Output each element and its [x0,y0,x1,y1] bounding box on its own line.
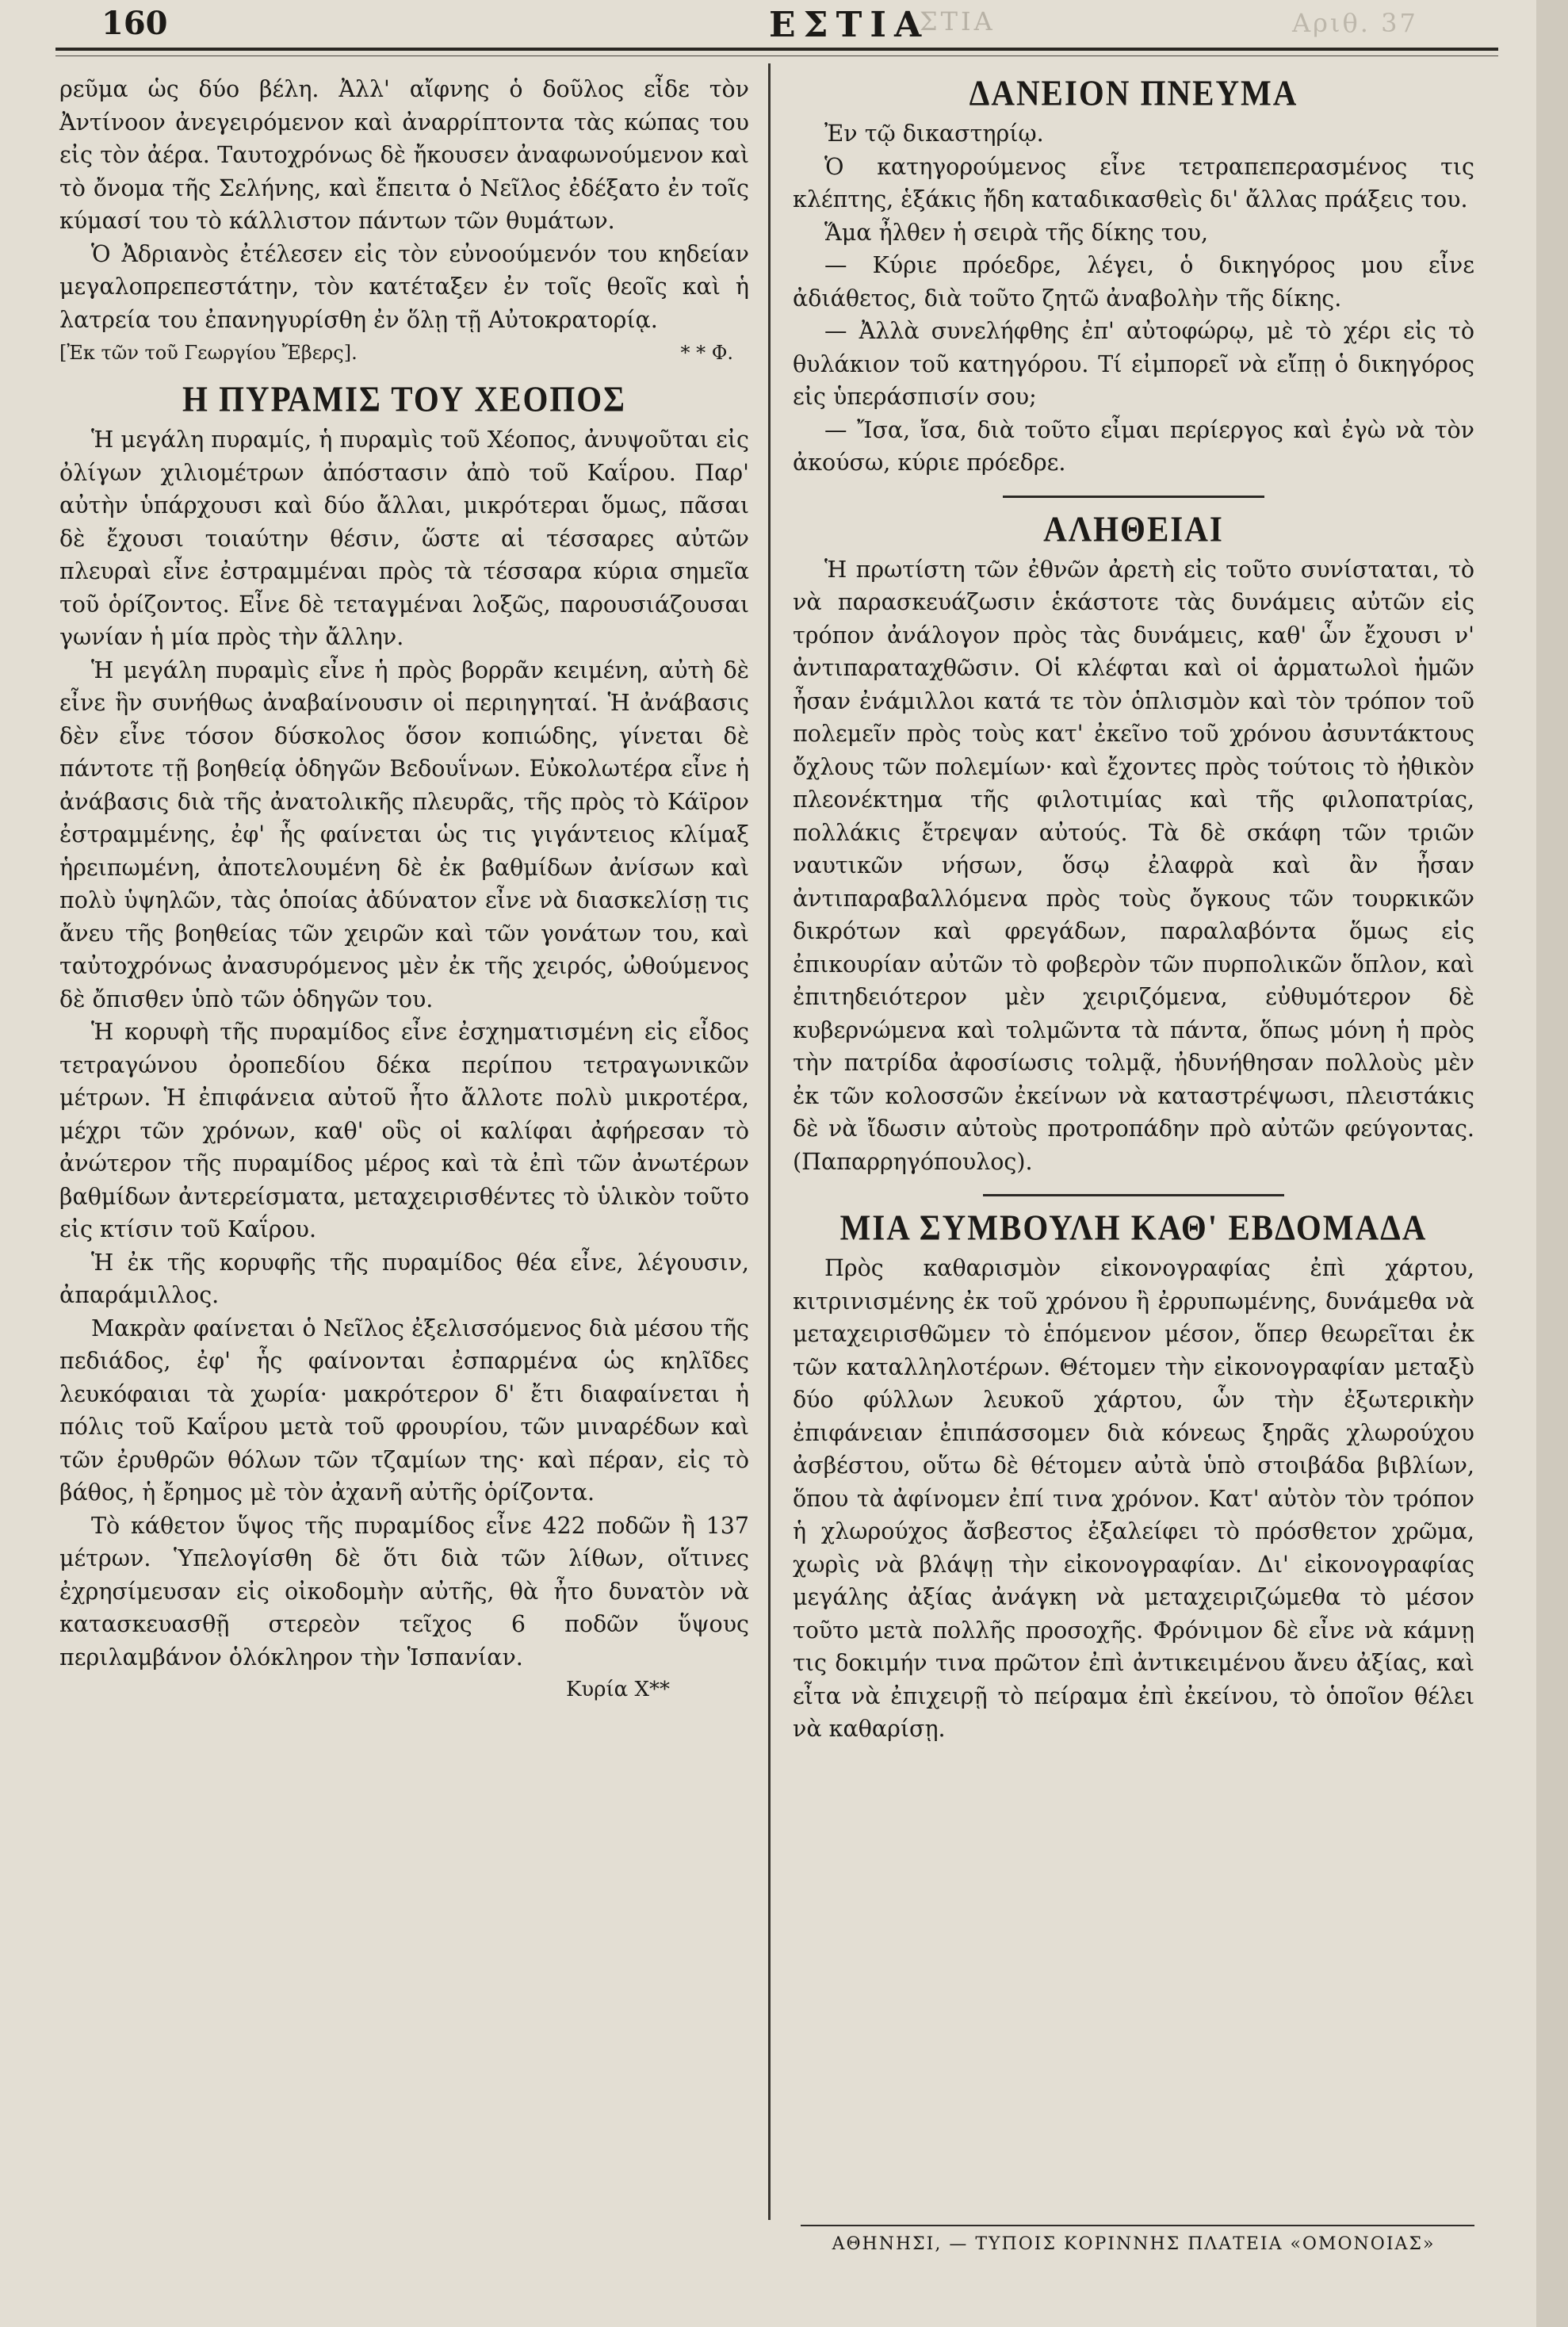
imprint-rule [801,2225,1474,2226]
intro-paragraph: ρεῦμα ὡς δύο βέλη. Ἀλλ' αἴφνης ὁ δοῦλος εἶδε τὸν Ἀντίνοον ἀνεγειρόμενον καὶ ἀναρρίπτοντα τὰς κώπας του εἰς τὸν ἀέρα. Ταυτοχρόνως δὲ ἤκουσεν ἀναφωνούμενον καὶ τὸ ὄνομα τῆς Σελήνης, καὶ ἔπειτα ὁ Νεῖλος ἐδέξατο ἐν τοῖς κύμασί του τὸ κάλλιστον πάντων τῶν θυμάτων. [59,76,749,234]
show-through-text-left: ΣΤΙΑ [920,6,996,36]
article-paragraph: Ἡ κορυφὴ τῆς πυραμίδος εἶνε ἐσχηματισμένη εἰς εἶδος τετραγώνου ὀροπεδίου δέκα περίπου τετραγωνικῶν μέτρων. Ἡ ἐπιφάνεια αὐτοῦ ἦτο ἄλλοτε πολὺ μικροτέρα, μέχρι τῶν χρόνων, καθ' οὓς οἱ καλίφαι ἀφήρεσαν τὸ ἀνώτερον τῆς πυραμίδος μέρος καὶ τὰ ἐπὶ τῶν ἀνωτέρων βαθμίδων ἀντερείσματα, μεταχειρισθέντες τὸ ὑλικὸν τοῦτο εἰς κτίσιν τοῦ Καΐρου. [59,1019,749,1242]
header-rule-thin [55,55,1498,56]
page-gutter-shadow [1536,0,1568,2327]
printer-imprint: ΑΘΗΝΗΣΙ, — ΤΥΠΟΙΣ ΚΟΡΙΝΝΗΣ ΠΛΑΤΕΙΑ «ΟΜΟΝΟΙΑΣ» [832,2234,1436,2254]
section-title-aletheiai: ΑΛΗΘΕΙΑΙ [1043,508,1224,549]
header-rule [55,48,1498,51]
section-paragraph: Πρὸς καθαρισμὸν εἰκονογραφίας ἐπὶ χάρτου, κιτρινισμένης ἐκ τοῦ χρόνου ἢ ἐρρυπωμένης, δυνάμεθα νὰ μεταχειρισθῶμεν τὸ ἑπόμενον μέσον, ὅπερ θεωρεῖται ἐκ τῶν καταλληλοτέρων. Θέτομεν τὴν εἰκονογραφίαν μεταξὺ δύο φύλλων λευκοῦ χάρτου, ὧν τὴν ἐξωτερικὴν ἐπιφάνειαν ἐπιπάσσομεν διὰ κόνεως ξηρᾶς χλωρούχου ἀσβέστου, οὕτω δὲ θέτομεν αὐτὰ ὑπὸ στοιβάδα βιβλίων, ὅπου τὰ ἀφίνομεν ἐπί τινα χρόνον. Κατ' αὐτὸν τὸν τρόπον ἡ χλωρούχος ἄσβεστος ἐξαλείφει τὸ πρόσθετον χρῶμα, χωρὶς νὰ βλάψῃ τὴν εἰκονογραφίαν. Δι' εἰκονογραφίας μεγάλης ἀξίας ἀνάγκη νὰ μεταχειριζώμεθα τὸ μέσον τοῦτο μετὰ πολλῆς προσοχῆς. Φρόνιμον δὲ εἶνε νὰ κάμνῃ τις δοκιμήν τινα πρῶτον ἐπὶ ἀντικειμένου ἄνευ ἀξίας, καὶ εἶτα νὰ ἐπιχειρῇ τὸ πείραμα ἐπὶ ἐκείνου, τὸ ὁποῖον θέλει νὰ καθαρίσῃ. [793,1255,1474,1742]
masthead-title: ΕΣΤΙΑ [769,5,930,45]
section-paragraph: Ὁ κατηγορούμενος εἶνε τετραπεπερασμένος τις κλέπτης, ἑξάκις ἤδη καταδικασθεὶς δι' ἄλλας πράξεις του. [793,153,1474,212]
article-paragraph: Τὸ κάθετον ὕψος τῆς πυραμίδος εἶνε 422 ποδῶν ἢ 137 μέτρων. Ὑπελογίσθη δὲ ὅτι διὰ τῶν λίθων, οἵτινες ἐχρησίμευσαν εἰς οἰκοδομὴν αὐτῆς, θὰ ἦτο δυνατὸν νὰ κατασκευασθῇ στερεὸν τεῖχος 6 ποδῶν ὕψους περιλαμβάνον ὁλόκληρον τὴν Ἱσπανίαν. [59,1512,749,1671]
column-divider [768,63,771,2220]
show-through-text-right: Αριθ. 37 [1292,8,1418,38]
article-title-pyramid: Η ΠΥΡΑΜΙΣ ΤΟΥ ΧΕΟΠΟΣ [182,378,626,419]
source-line [59,338,749,368]
section-paragraph: — Ἀλλὰ συνελήφθης ἐπ' αὐτοφώρῳ, μὲ τὸ χέρι εἰς τὸ θυλάκιον τοῦ κατηγόρου. Τί εἰμπορεῖ νὰ εἴπῃ ὁ δικηγόρος εἰς ὑπεράσπισίν σου; [793,318,1474,410]
section-title-daneion: ΔΑΝΕΙΟΝ ΠΝΕΥΜΑ [969,72,1298,113]
section-separator [1003,496,1264,498]
section-separator [983,1194,1284,1196]
section-paragraph: Ἡ πρωτίστη τῶν ἐθνῶν ἀρετὴ εἰς τοῦτο συνίσταται, τὸ νὰ παρασκευάζωσιν ἑκάστοτε τὰς δυνάμεις αὐτῶν εἰς τρόπον ἀνάλογον πρὸς τὰς δυνάμεις, καθ' ὧν ἔχουσι ν' ἀντιπαραταχθῶσιν. Οἱ κλέφται καὶ οἱ ἁρματωλοὶ ἡμῶν ἦσαν ἐνάμιλλοι κατά τε τὸν ὁπλισμὸν καὶ τὸν τρόπον τοῦ πολεμεῖν πρὸς τοὺς κατ' ἐκεῖνο τοῦ χρόνου ἀσυντάκτους ὄχλους τῶν πολεμίων· καὶ ἔχοντες πρὸς τούτοις τὸ ἠθικὸν πλεονέκτημα τῆς φιλοτιμίας καὶ τῆς φιλοπατρίας, πολλάκις ἔτρεψαν αὐτούς. Τὰ δὲ σκάφη τῶν τριῶν ναυτικῶν νήσων, ὅσῳ ἐλαφρὰ καὶ ἂν ἦσαν ἀντιπαραβαλλόμενα πρὸς τοὺς ὄγκους τῶν τουρκικῶν δικρότων καὶ φρεγάδων, παραλαβόντα ὅμως εἰς ἐπικουρίαν αὐτῶν τὸ φοβερὸν τῶν πυρπολικῶν ὅπλον, καὶ ἐπιτηδειότερον μὲν χειριζόμενα, εὐθυμότερον δὲ κυβερνώμενα καὶ τολμῶντα τὰ πάντα, ὅπως μόνη ἡ πρὸς τὴν πατρίδα ἀφοσίωσις τολμᾷ, ἠδυνήθησαν πολλοὺς μὲν ἐκ τῶν κολοσσῶν ἐκείνων νὰ καταστρέψωσι, πλειστάκις δὲ νὰ ἴδωσιν αὐτοὺς προτροπάδην πρὸ αὐτῶν φεύγοντας. (Παπαρρηγόπουλος). [793,556,1474,1175]
article-paragraph: Ἡ μεγάλη πυραμίς, ἡ πυραμὶς τοῦ Χέοπος, ἀνυψοῦται εἰς ὀλίγων χιλιομέτρων ἀπόστασιν ἀπὸ τοῦ Καΐρου. Παρ' αὐτὴν ὑπάρχουσι καὶ δύο ἄλλαι, μικρότεραι ὅμως, πᾶσαι δὲ ἔχουσι τοιαύτην θέσιν, ὥστε αἱ τέσσαρες αὐτῶν πλευραὶ εἶνε ἐστραμμέναι πρὸς τὰ τέσσαρα κύρια σημεῖα τοῦ ὁρίζοντος. Εἶνε δὲ τεταγμέναι λοξῶς, παρουσιάζουσαι γωνίαν ἡ μία πρὸς τὴν ἄλλην. [59,427,749,650]
section-paragraph: — Ἴσα, ἴσα, διὰ τοῦτο εἶμαι περίεργος καὶ ἐγὼ νὰ τὸν ἀκούσω, κύριε πρόεδρε. [793,416,1474,476]
section-paragraph: — Κύριε πρόεδρε, λέγει, ὁ δικηγόρος μου εἶνε ἀδιάθετος, διὰ τοῦτο ζητῶ ἀναβολὴν τῆς δίκης. [793,252,1474,312]
author-signature: * * Φ. [680,342,733,364]
closing-signature: Κυρία Χ** [565,1678,670,1701]
article-paragraph: Μακρὰν φαίνεται ὁ Νεῖλος ἐξελισσόμενος διὰ μέσου τῆς πεδιάδος, ἐφ' ἧς φαίνονται ἐσπαρμένα ὡς κηλῖδες λευκόφαιαι τὰ χωρία· μακρότερον δ' ἔτι διαφαίνεται ἡ πόλις τοῦ Καΐρου μετὰ τοῦ φρουρίου, τῶν μιναρέδων καὶ τῶν ἐρυθρῶν θόλων τῶν τζαμίων της· καὶ πέραν, εἰς τὸ βάθος, ἡ ἔρημος μὲ τὸν ἀχανῆ αὐτῆς ὁρίζοντα. [59,1315,749,1506]
article-paragraph: Ἡ ἐκ τῆς κορυφῆς τῆς πυραμίδος θέα εἶνε, λέγουσιν, ἀπαράμιλλος. [59,1249,749,1308]
section-paragraph: Ἅμα ἦλθεν ἡ σειρὰ τῆς δίκης του, [824,219,1209,246]
section-paragraph: Ἐν τῷ δικαστηρίῳ. [824,121,1044,147]
page-number: 160 [101,5,168,42]
intro-paragraph: Ὁ Ἀδριανὸς ἐτέλεσεν εἰς τὸν εὐνοούμενόν του κηδείαν μεγαλοπρεπεστάτην, τὸν κατέταξεν ἐν τοῖς θεοῖς καὶ ἡ λατρεία του ἐπανηγυρίσθη ἐν ὅλῃ τῇ Αὐτοκρατορίᾳ. [59,240,749,333]
left-column [59,73,749,1707]
section-title-symvouli: ΜΙΑ ΣΥΜΒΟΥΛΗ ΚΑΘ' ΕΒΔΟΜΑΔΑ [839,1207,1428,1248]
source-citation: [Ἐκ τῶν τοῦ Γεωργίου Ἔβερς]. [59,342,358,364]
article-paragraph: Ἡ μεγάλη πυραμὶς εἶνε ἡ πρὸς βορρᾶν κειμένη, αὐτὴ δὲ εἶνε ἣν συνήθως ἀναβαίνουσιν οἱ περιηγηταί. Ἡ ἀνάβασις δὲν εἶνε τόσον δύσκολος ὅσον κοπιώδης, γίνεται δὲ πάντοτε τῇ βοηθείᾳ ὁδηγῶν Βεδουΐνων. Εὐκολωτέρα εἶνε ἡ ἀνάβασις διὰ τῆς ἀνατολικῆς πλευρᾶς, τῆς πρὸς τὸ Κάϊρον ἐστραμμένης, ἐφ' ἧς φαίνεται ὡς τις γιγάντειος κλίμαξ ἡρειπωμένη, ἀποτελουμένη δὲ ἐκ βαθμίδων ἀνίσων καὶ πολὺ ὑψηλῶν, τὰς ὁποίας ἀδύνατον εἶνε νὰ διασκελίσῃ τις ἄνευ τῆς βοηθείας τῶν χειρῶν καὶ τῶν γονάτων του, καὶ ταὐτοχρόνως ἀνασυρόμενος μὲν ἐκ τῆς χειρός, ὠθούμενος δὲ ὄπισθεν ὑπὸ τῶν ὁδηγῶν του. [59,656,749,1012]
page-header [55,0,1514,46]
right-column [793,73,1474,1746]
